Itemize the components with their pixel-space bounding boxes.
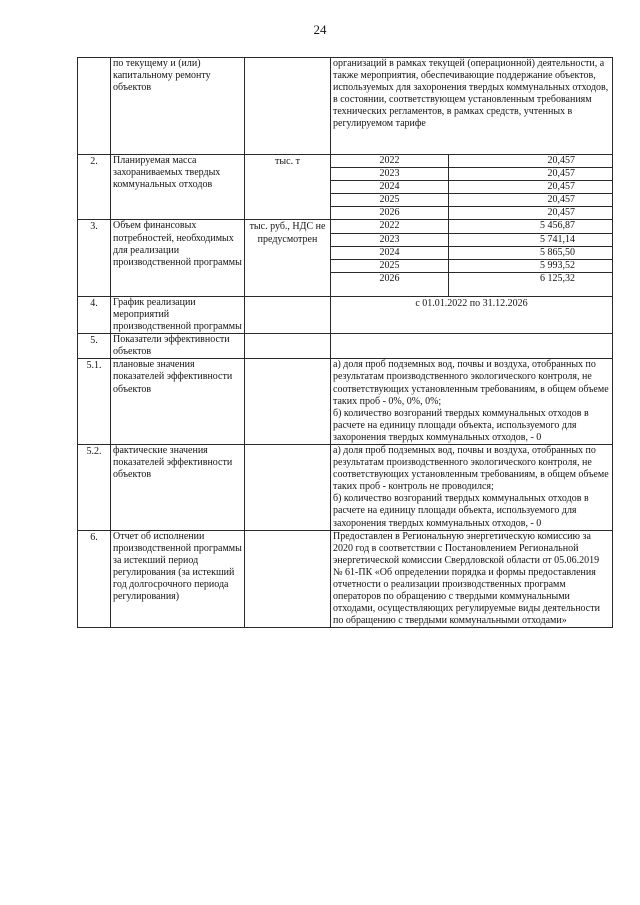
year-cell: 2025 bbox=[331, 259, 449, 272]
row-number bbox=[78, 58, 111, 155]
row-unit bbox=[245, 334, 331, 359]
row-description bbox=[331, 334, 613, 359]
row-description: Предоставлен в Региональную энергетическую комиссию за 2020 год в соответствии с Постановлением Региональной энергетической комиссии Свердловской области от 05.06.2019 № 61-ПК «Об определении порядка и формы предоставления отчетности о реализации производственных программ операторов по обращению с твердыми коммунальными отходами, осуществляющих регулируемые виды деятельности по обращению с твердыми коммунальными отходами» bbox=[331, 530, 613, 628]
row-number: 5. bbox=[78, 334, 111, 359]
row-description bbox=[331, 444, 613, 530]
row-description: с 01.01.2022 по 31.12.2026 bbox=[331, 296, 613, 333]
row-unit bbox=[245, 359, 331, 445]
row-name: Планируемая масса захораниваемых твердых коммунальных отходов bbox=[111, 155, 245, 220]
table-row bbox=[78, 155, 613, 168]
description-part-b: б) количество возгораний твердых коммунальных отходов в расчете на единицу площади объекта, используемого для захоронения твердых коммунальных отходов, - 0 bbox=[333, 407, 589, 443]
row-name: График реализации мероприятий производственной программы bbox=[111, 296, 245, 333]
value-cell: 20,457 bbox=[449, 181, 613, 194]
row-unit: тыс. т bbox=[245, 155, 331, 220]
table-row bbox=[78, 296, 613, 333]
row-number: 4. bbox=[78, 296, 111, 333]
value-cell: 20,457 bbox=[449, 155, 613, 168]
year-cell: 2024 bbox=[331, 181, 449, 194]
row-name: фактические значения показателей эффективности объектов bbox=[111, 444, 245, 530]
value-cell: 5 865,50 bbox=[449, 246, 613, 259]
year-cell: 2024 bbox=[331, 246, 449, 259]
value-cell: 20,457 bbox=[449, 168, 613, 181]
table-row bbox=[78, 220, 613, 233]
year-cell: 2022 bbox=[331, 155, 449, 168]
row-unit bbox=[245, 444, 331, 530]
row-number: 2. bbox=[78, 155, 111, 220]
value-cell: 20,457 bbox=[449, 207, 613, 220]
year-cell: 2026 bbox=[331, 272, 449, 296]
description-part-b: б) количество возгораний твердых коммунальных отходов в расчете на единицу площади объекта, используемого для захоронения твердых коммунальных отходов, - 0 bbox=[333, 493, 589, 529]
year-cell: 2023 bbox=[331, 233, 449, 246]
table-row bbox=[78, 444, 613, 530]
row-number: 6. bbox=[78, 530, 111, 628]
row-name: по текущему и (или) капитальному ремонту объектов bbox=[111, 58, 245, 155]
value-cell: 6 125,32 bbox=[449, 272, 613, 296]
row-unit: тыс. руб., НДС не предусмотрен bbox=[245, 220, 331, 296]
row-number: 5.1. bbox=[78, 359, 111, 445]
year-cell: 2026 bbox=[331, 207, 449, 220]
year-cell: 2023 bbox=[331, 168, 449, 181]
row-name: Отчет об исполнении производственной программы за истекший период регулирования (за истекший год долгосрочного периода регулирования) bbox=[111, 530, 245, 628]
value-cell: 5 993,52 bbox=[449, 259, 613, 272]
row-unit bbox=[245, 296, 331, 333]
production-program-table bbox=[77, 57, 613, 628]
table-row bbox=[78, 334, 613, 359]
description-part-a: а) доля проб подземных вод, почвы и воздуха, отобранных по результатам производственного экологического контроля, не соответствующих установленным требованиям, в общем объеме таких проб - контроль не проводился; bbox=[333, 444, 609, 493]
row-description: организаций в рамках текущей (операционной) деятельности, а также мероприятия, обеспечивающие поддержание объектов, используемых для захоронения твердых коммунальных отходов, в состоянии, соответствующем установленным требованиям технических регламентов, в рамках средств, учтенных в регулируемом тарифе bbox=[331, 58, 613, 155]
year-cell: 2025 bbox=[331, 194, 449, 207]
description-part-a: а) доля проб подземных вод, почвы и воздуха, отобранных по результатам производственного экологического контроля, не соответствующих установленным требованиям, в общем объеме таких проб - 0%, 0%, 0%; bbox=[333, 359, 609, 407]
row-name: Показатели эффективности объектов bbox=[111, 334, 245, 359]
table-row bbox=[78, 359, 613, 445]
row-name: плановые значения показателей эффективности объектов bbox=[111, 359, 245, 445]
value-cell: 20,457 bbox=[449, 194, 613, 207]
row-description bbox=[331, 359, 613, 445]
value-cell: 5 456,87 bbox=[449, 220, 613, 233]
table-row bbox=[78, 58, 613, 155]
row-unit bbox=[245, 530, 331, 628]
page-number: 24 bbox=[313, 22, 327, 37]
value-cell: 5 741,14 bbox=[449, 233, 613, 246]
year-cell: 2022 bbox=[331, 220, 449, 233]
row-number: 3. bbox=[78, 220, 111, 296]
table-row bbox=[78, 530, 613, 628]
row-name: Объем финансовых потребностей, необходимых для реализации производственной программы bbox=[111, 220, 245, 296]
row-number: 5.2. bbox=[78, 444, 111, 530]
row-unit bbox=[245, 58, 331, 155]
